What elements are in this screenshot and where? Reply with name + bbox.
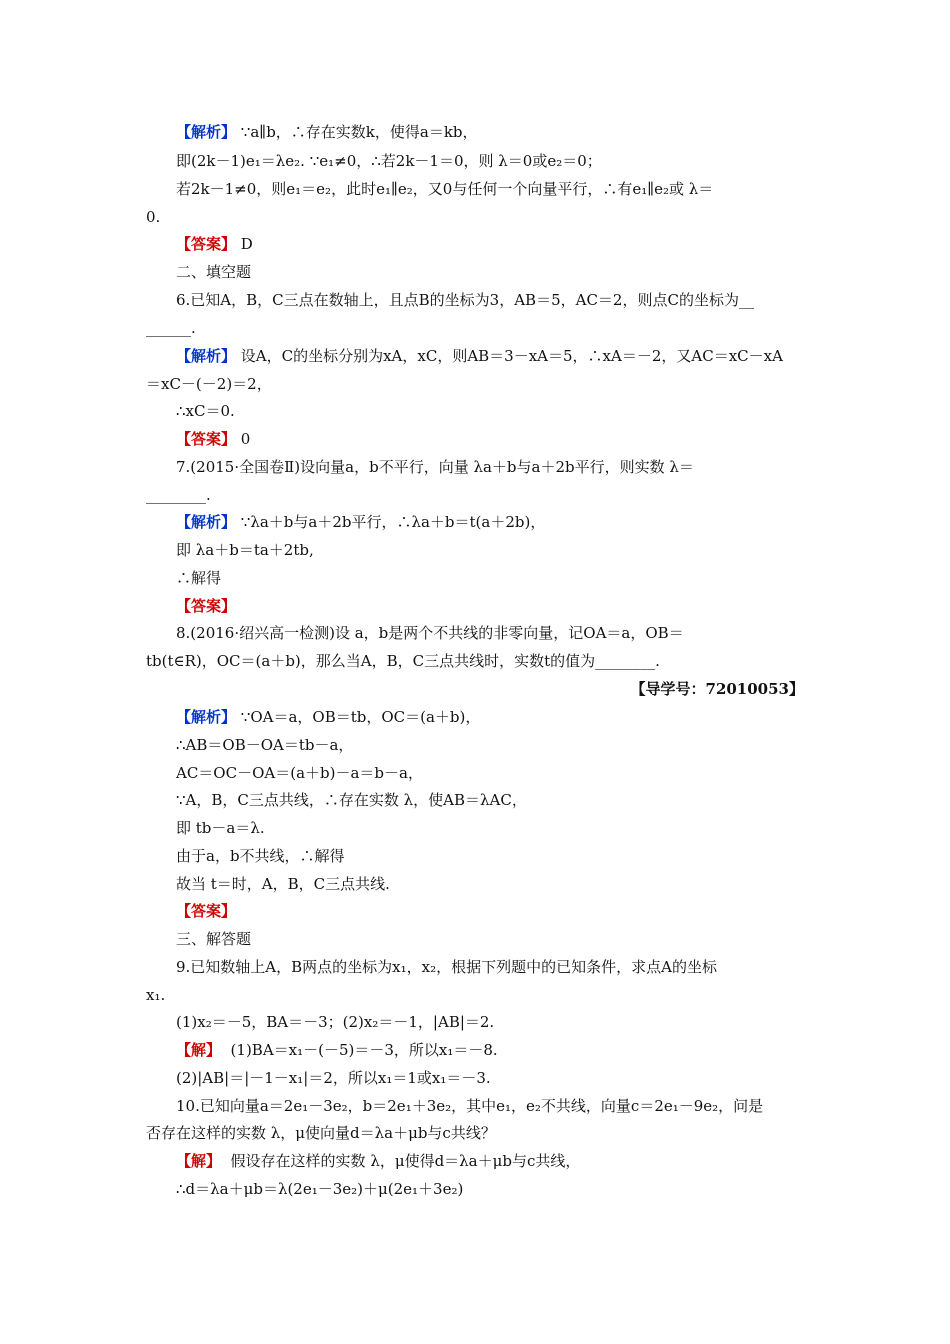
analysis-tag: 【解析】 xyxy=(176,123,237,141)
line-text: ∴解得 xyxy=(176,569,222,587)
text-line xyxy=(176,1012,494,1032)
line-text: tb(t∈R)，OC＝(a＋b)，那么当A，B，C三点共线时，实数t的值为________. xyxy=(146,652,660,670)
answer-tag: 【答案】 xyxy=(176,235,237,253)
text-line xyxy=(176,846,345,866)
answer-tag: 【答案】 xyxy=(176,597,237,615)
text-line xyxy=(176,623,684,643)
line-text: (1)BA＝x₁－(－5)＝－3，所以x₁＝－8. xyxy=(221,1041,498,1059)
text-line xyxy=(176,1096,763,1116)
text-line xyxy=(146,651,660,671)
line-text: D xyxy=(236,235,253,253)
text-line xyxy=(176,1179,463,1199)
answer-tag: 【答案】 xyxy=(176,902,237,920)
line-text: ∴xC＝0. xyxy=(176,402,235,420)
text-line xyxy=(176,262,251,282)
line-text: 10.已知向量a＝2e₁－3e₂，b＝2e₁＋3e₂，其中e₁，e₂不共线，向量c＝2e₁－9e₂，问是 xyxy=(176,1097,764,1115)
text-line xyxy=(176,929,251,949)
line-text: 7.(2015·全国卷Ⅱ)设向量a，b不平行，向量 λa＋b与a＋2b平行，则实数 λ＝ xyxy=(176,458,694,476)
line-text: ________. xyxy=(146,486,211,504)
text-line xyxy=(146,318,196,338)
line-text: 假设存在这样的实数 λ，μ使得d＝λa＋μb与c共线， xyxy=(221,1152,581,1170)
line-text: 8.(2016·绍兴高一检测)设 a，b是两个不共线的非零向量，记OA＝a，OB＝ xyxy=(176,624,684,642)
line-text: 即 tb－a＝λ. xyxy=(176,819,265,837)
text-line xyxy=(176,290,754,310)
text-line xyxy=(146,207,160,227)
text-line xyxy=(176,707,480,727)
line-text: 三、解答题 xyxy=(176,930,252,948)
text-line xyxy=(176,763,423,783)
answer-tag: 【答案】 xyxy=(176,430,237,448)
line-text: 即(2k－1)e₁＝λe₂. ∵e₁≠0，∴若2k－1＝0，则 λ＝0或e₂＝0； xyxy=(176,152,602,170)
line-text: ∵a∥b，∴存在实数k，使得a＝kb， xyxy=(236,123,478,141)
line-text: 故当 t＝时，A，B，C三点共线. xyxy=(176,875,390,893)
reference-number: 【导学号：72010053】 xyxy=(630,680,804,698)
text-line xyxy=(176,429,250,449)
line-text: 即 λa＋b＝ta＋2tb, xyxy=(176,541,314,559)
line-text: ∵A，B，C三点共线，∴存在实数 λ，使AB＝λAC， xyxy=(176,791,527,809)
line-text: (2)|AB|＝|－1－x₁|＝2，所以x₁＝1或x₁＝－3. xyxy=(176,1069,491,1087)
text-line xyxy=(176,874,390,894)
line-text: ∴d＝λa＋μb＝λ(2e₁－3e₂)＋μ(2e₁＋3e₂) xyxy=(176,1180,464,1198)
line-text: 0 xyxy=(236,430,251,448)
line-text: 6.已知A，B，C三点在数轴上，且点B的坐标为3，AB＝5，AC＝2，则点C的坐标为__ xyxy=(176,291,754,309)
line-text: ______. xyxy=(146,319,196,337)
line-text: 由于a，b不共线，∴解得 xyxy=(176,847,345,865)
text-line xyxy=(176,957,717,977)
text-line xyxy=(176,1068,491,1088)
line-text: ∴AB＝OB－OA＝tb－a， xyxy=(176,736,354,754)
text-line xyxy=(146,1123,496,1143)
text-line xyxy=(176,735,353,755)
line-text: 若2k－1≠0，则e₁＝e₂，此时e₁∥e₂，又0与任何一个向量平行，∴有e₁∥e₂或 λ＝ xyxy=(176,180,714,198)
answer-tag: 【解】 xyxy=(176,1041,222,1059)
text-line xyxy=(176,512,545,532)
line-text: AC＝OC－OA＝(a＋b)－a＝b－a， xyxy=(176,764,423,782)
text-line xyxy=(176,346,783,366)
text-line xyxy=(176,790,527,810)
text-line xyxy=(176,151,602,171)
text-line xyxy=(176,179,713,199)
text-line xyxy=(176,1040,498,1060)
text-line xyxy=(176,901,236,921)
analysis-tag: 【解析】 xyxy=(176,347,237,365)
line-text: 设A，C的坐标分别为xA，xC，则AB＝3－xA＝5，∴xA＝－2，又AC＝xC－xA xyxy=(236,347,783,365)
text-line xyxy=(146,485,211,505)
text-line xyxy=(176,596,236,616)
line-text: 9.已知数轴上A，B两点的坐标为x₁，x₂，根据下列题中的已知条件，求点A的坐标 xyxy=(176,958,717,976)
text-line xyxy=(176,401,235,421)
answer-tag: 【解】 xyxy=(176,1152,222,1170)
text-line xyxy=(176,457,694,477)
text-line xyxy=(176,1151,580,1171)
text-line xyxy=(146,374,272,394)
text-line xyxy=(176,234,253,254)
line-text: 二、填空题 xyxy=(176,263,252,281)
text-line xyxy=(176,818,265,838)
text-line xyxy=(146,985,165,1005)
analysis-tag: 【解析】 xyxy=(176,513,237,531)
text-line xyxy=(176,122,478,142)
text-line xyxy=(176,568,221,588)
line-text: x₁. xyxy=(146,986,166,1004)
line-text: (1)x₂＝－5，BA＝－3；(2)x₂＝－1，|AB|＝2. xyxy=(176,1013,495,1031)
line-text: ∵OA＝a，OB＝tb，OC＝(a＋b)， xyxy=(236,708,481,726)
line-text: 0. xyxy=(146,208,161,226)
line-text: ＝xC－(－2)＝2， xyxy=(146,375,272,393)
text-line xyxy=(176,540,314,560)
line-text: ∵λa＋b与a＋2b平行，∴λa＋b＝t(a＋2b)， xyxy=(236,513,546,531)
line-text: 否存在这样的实数 λ，μ使向量d＝λa＋μb与c共线？ xyxy=(146,1124,496,1142)
analysis-tag: 【解析】 xyxy=(176,708,237,726)
